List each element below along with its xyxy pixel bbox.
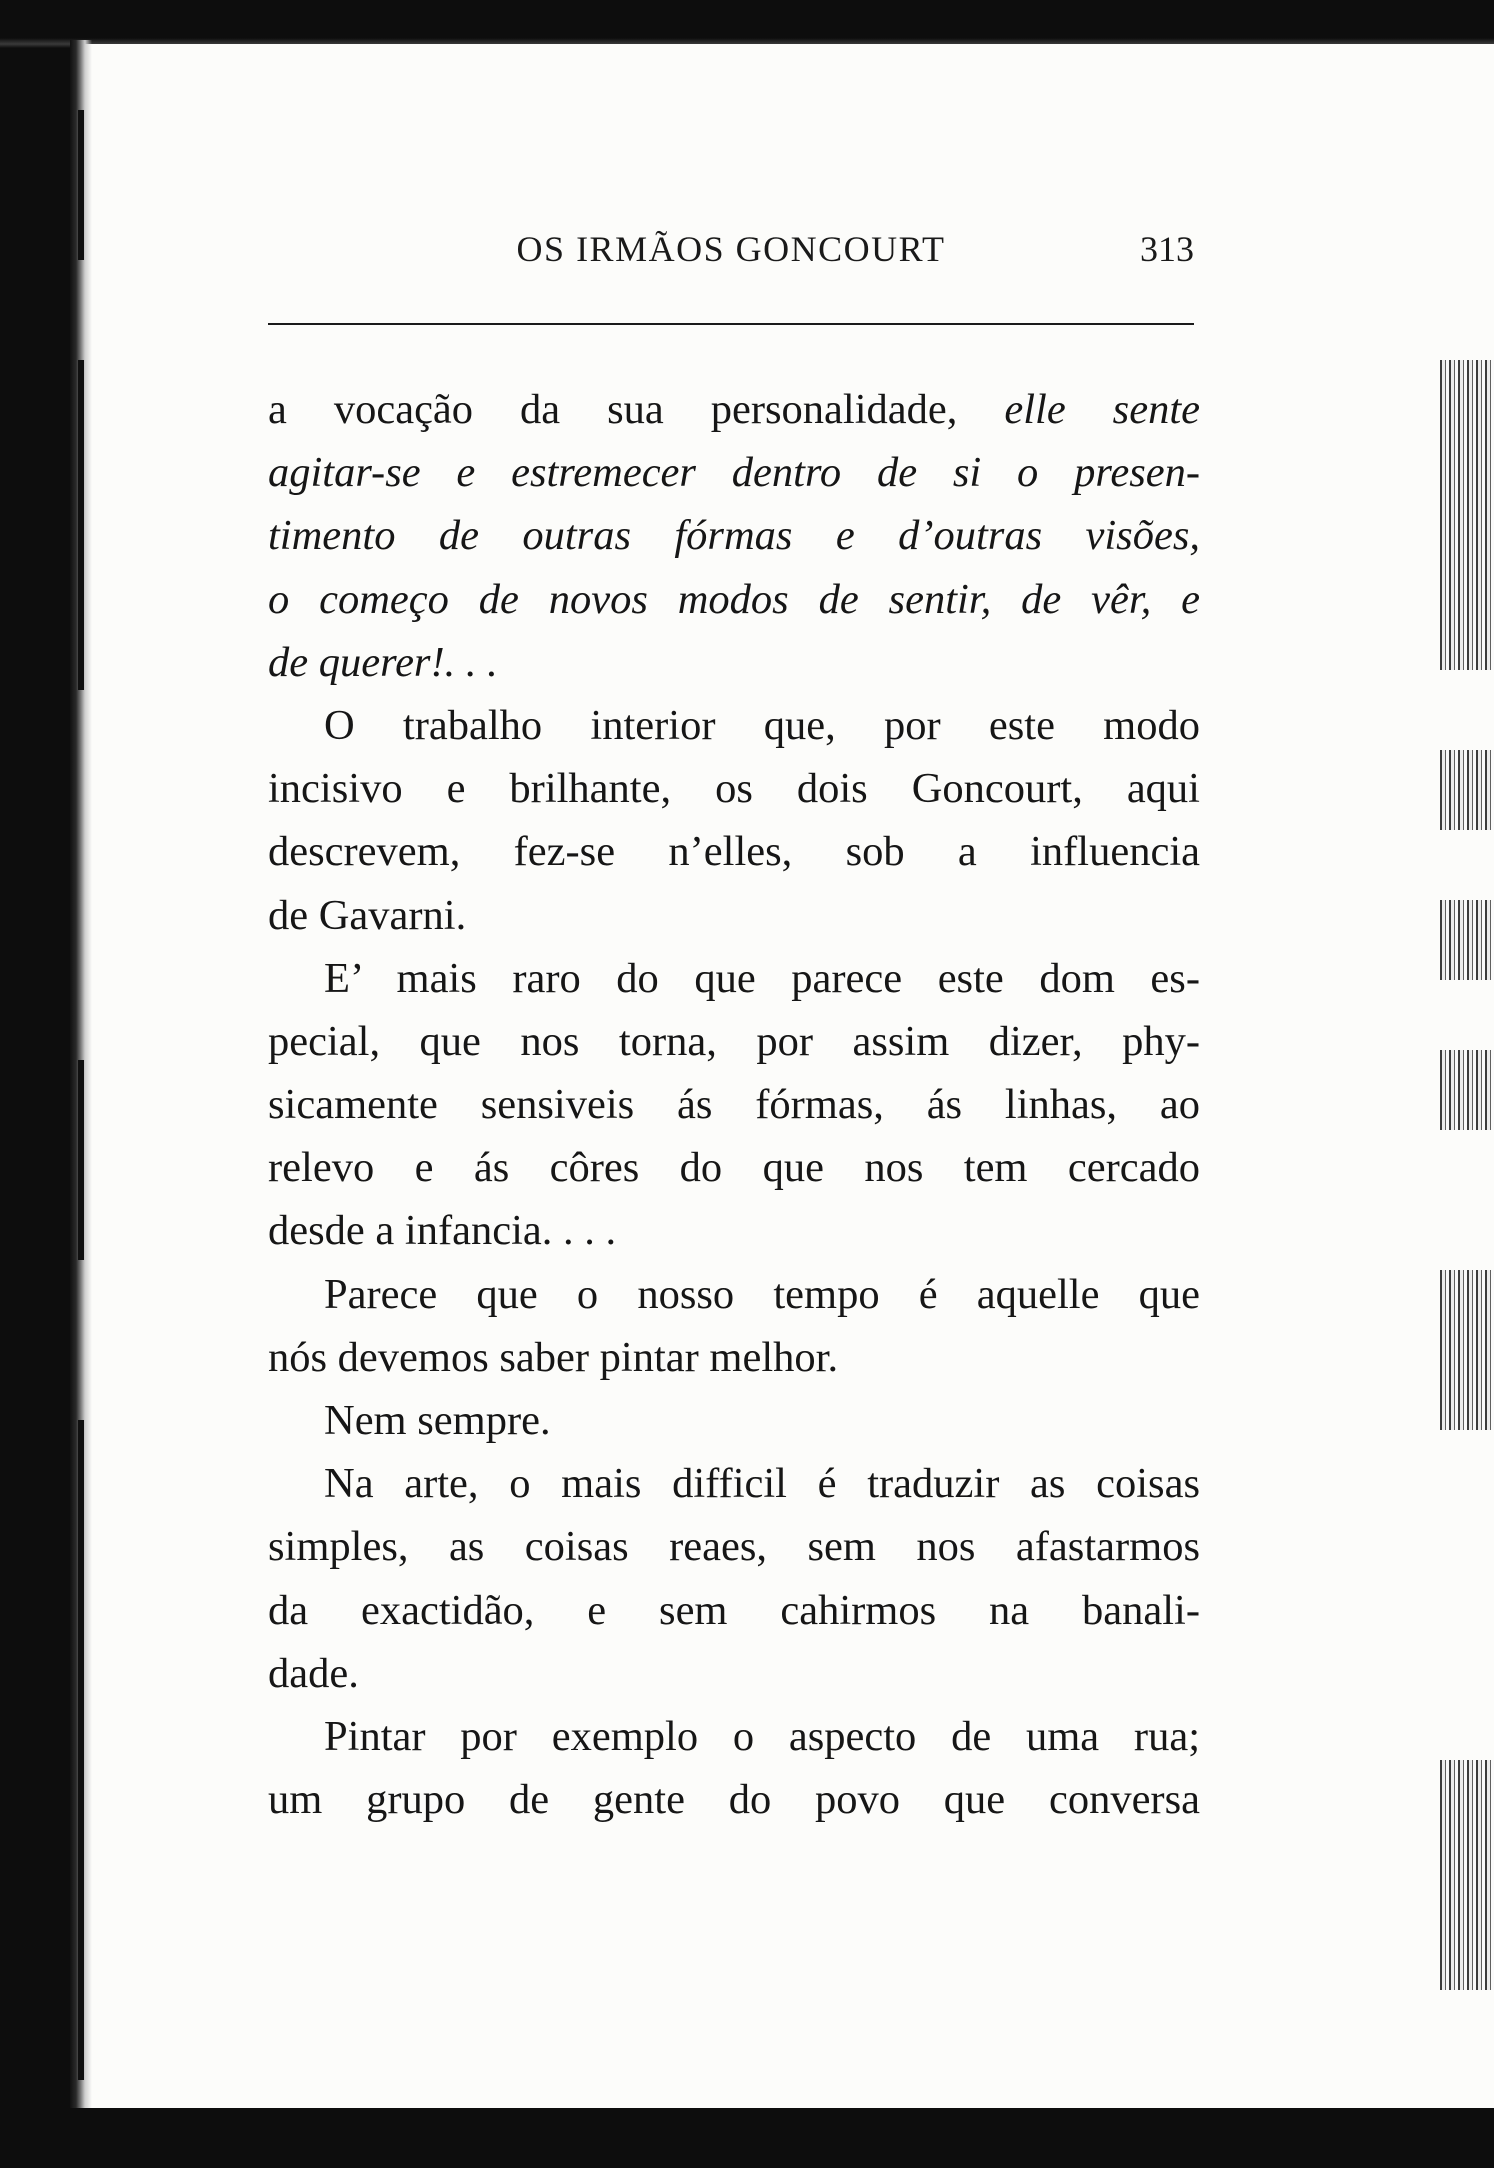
running-title: OS IRMÃOS GONCOURT bbox=[516, 229, 946, 269]
gutter-mark bbox=[78, 110, 84, 260]
text-line: pecial, que nos torna, por assim dizer, phy- bbox=[268, 1017, 1200, 1065]
gutter-mark bbox=[78, 360, 84, 690]
running-head bbox=[268, 228, 1194, 278]
page-edge-stack bbox=[1440, 360, 1494, 2030]
text-line: timento de outras fórmas e d’outras visões, bbox=[268, 512, 1200, 560]
text-line: a vocação da sua personalidade, elle sente bbox=[268, 386, 1200, 433]
header-rule bbox=[268, 323, 1194, 325]
gutter-mark bbox=[78, 1420, 84, 2080]
text-line: nós devemos saber pintar melhor. bbox=[268, 1333, 839, 1381]
text-line: da exactidão, e sem cahirmos na banali- bbox=[268, 1586, 1200, 1634]
text-line: descrevem, fez-se n’elles, sob a influencia bbox=[268, 828, 1200, 876]
text-line: de querer!. . . bbox=[268, 638, 498, 686]
text-line: dade. bbox=[268, 1649, 359, 1697]
text-line: Parece que o nosso tempo é aquelle que bbox=[324, 1270, 1200, 1318]
text-line: desde a infancia. . . . bbox=[268, 1207, 617, 1255]
text-line: E’ mais raro do que parece este dom es- bbox=[324, 954, 1200, 1002]
text-line: Nem sempre. bbox=[324, 1397, 551, 1444]
text-line: relevo e ás côres do que nos tem cercado bbox=[268, 1144, 1200, 1192]
text-line: o começo de novos modos de sentir, de vêr, e bbox=[268, 575, 1200, 623]
page-number: 313 bbox=[1140, 229, 1194, 269]
text-line: Na arte, o mais difficil é traduzir as coisas bbox=[324, 1460, 1200, 1508]
text-line: incisivo e brilhante, os dois Goncourt, aqui bbox=[268, 765, 1200, 813]
text-line: sicamente sensiveis ás fórmas, ás linhas, ao bbox=[268, 1081, 1200, 1129]
text-line: um grupo de gente do povo que conversa bbox=[268, 1776, 1200, 1824]
text-line: O trabalho interior que, por este modo bbox=[324, 701, 1200, 749]
text-line: agitar-se e estremecer dentro de si o presen- bbox=[268, 449, 1200, 497]
gutter-mark bbox=[78, 1060, 84, 1260]
text-line: Pintar por exemplo o aspecto de uma rua; bbox=[324, 1712, 1200, 1760]
text-line: de Gavarni. bbox=[268, 891, 467, 939]
text-line: simples, as coisas reaes, sem nos afastarmos bbox=[268, 1523, 1200, 1571]
body-text bbox=[268, 378, 1200, 1831]
scan-top-shadow bbox=[0, 0, 1494, 48]
scan-bottom-shadow bbox=[0, 2108, 1494, 2168]
